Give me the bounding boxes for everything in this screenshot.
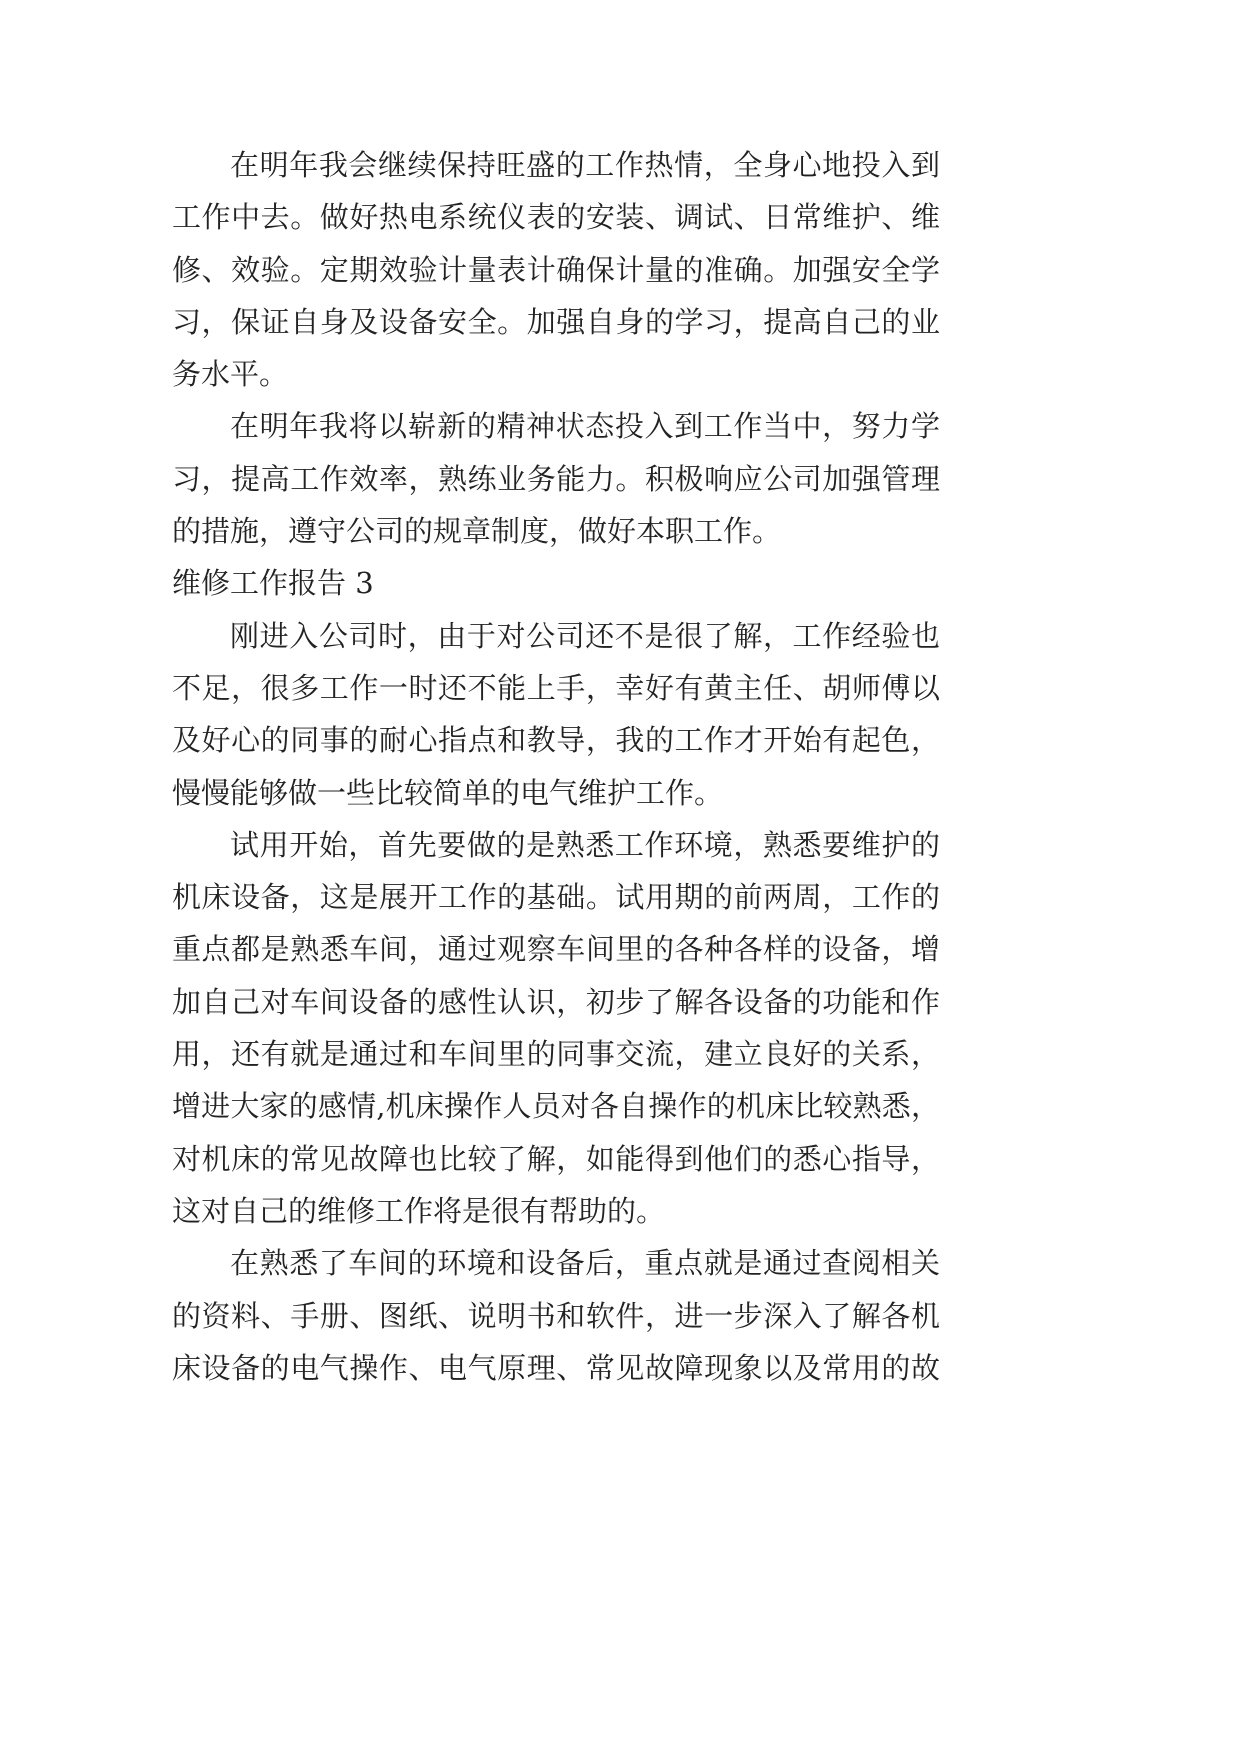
document-body bbox=[172, 139, 940, 1394]
text-line: 在明年我会继续保持旺盛的工作热情，全身心地投入到 bbox=[230, 148, 940, 182]
text-line: 不足，很多工作一时还不能上手，幸好有黄主任、胡师傅以 bbox=[172, 670, 940, 705]
text-line: 务水平。 bbox=[172, 357, 289, 392]
text-line: 在熟悉了车间的环境和设备后，重点就是通过查阅相关 bbox=[230, 1246, 940, 1281]
text-line: 习，保证自身及设备安全。加强自身的学习，提高自己的业 bbox=[172, 304, 940, 339]
text-line: 慢慢能够做一些比较简单的电气维护工作。 bbox=[172, 775, 724, 810]
text-line: 用，还有就是通过和车间里的同事交流，建立良好的关系， bbox=[172, 1037, 940, 1072]
text-line: 的资料、手册、图纸、说明书和软件，进一步深入了解各机 bbox=[172, 1298, 940, 1333]
paragraph bbox=[172, 400, 940, 557]
paragraph bbox=[172, 610, 940, 819]
text-line: 及好心的同事的耐心指点和教导，我的工作才开始有起色， bbox=[172, 723, 940, 758]
text-line: 加自己对车间设备的感性认识，初步了解各设备的功能和作 bbox=[172, 984, 940, 1019]
text-line: 刚进入公司时，由于对公司还不是很了解，工作经验也 bbox=[230, 618, 940, 653]
text-line: 增进大家的感情,机床操作人员对各自操作的机床比较熟悉， bbox=[172, 1089, 940, 1124]
text-line: 试用开始，首先要做的是熟悉工作环境，熟悉要维护的 bbox=[230, 827, 940, 862]
section-heading-block bbox=[172, 557, 940, 609]
text-line: 对机床的常见故障也比较了解，如能得到他们的悉心指导， bbox=[172, 1141, 940, 1176]
paragraph bbox=[172, 819, 940, 1237]
text-line: 习，提高工作效率，熟练业务能力。积极响应公司加强管理 bbox=[172, 461, 940, 496]
text-line: 重点都是熟悉车间，通过观察车间里的各种各样的设备，增 bbox=[172, 932, 940, 967]
text-line: 的措施，遵守公司的规章制度，做好本职工作。 bbox=[172, 514, 782, 549]
text-line: 这对自己的维修工作将是很有帮助的。 bbox=[172, 1193, 666, 1228]
section-heading: 维修工作报告 3 bbox=[172, 566, 374, 601]
text-line: 机床设备，这是展开工作的基础。试用期的前两周，工作的 bbox=[172, 880, 940, 915]
text-line: 工作中去。做好热电系统仪表的安装、调试、日常维护、维 bbox=[172, 200, 940, 235]
text-line: 在明年我将以崭新的精神状态投入到工作当中，努力学 bbox=[230, 409, 940, 444]
paragraph bbox=[172, 1237, 940, 1394]
text-line: 修、效验。定期效验计量表计确保计量的准确。加强安全学 bbox=[172, 252, 940, 287]
paragraph bbox=[172, 139, 940, 400]
text-line: 床设备的电气操作、电气原理、常见故障现象以及常用的故 bbox=[172, 1350, 940, 1385]
